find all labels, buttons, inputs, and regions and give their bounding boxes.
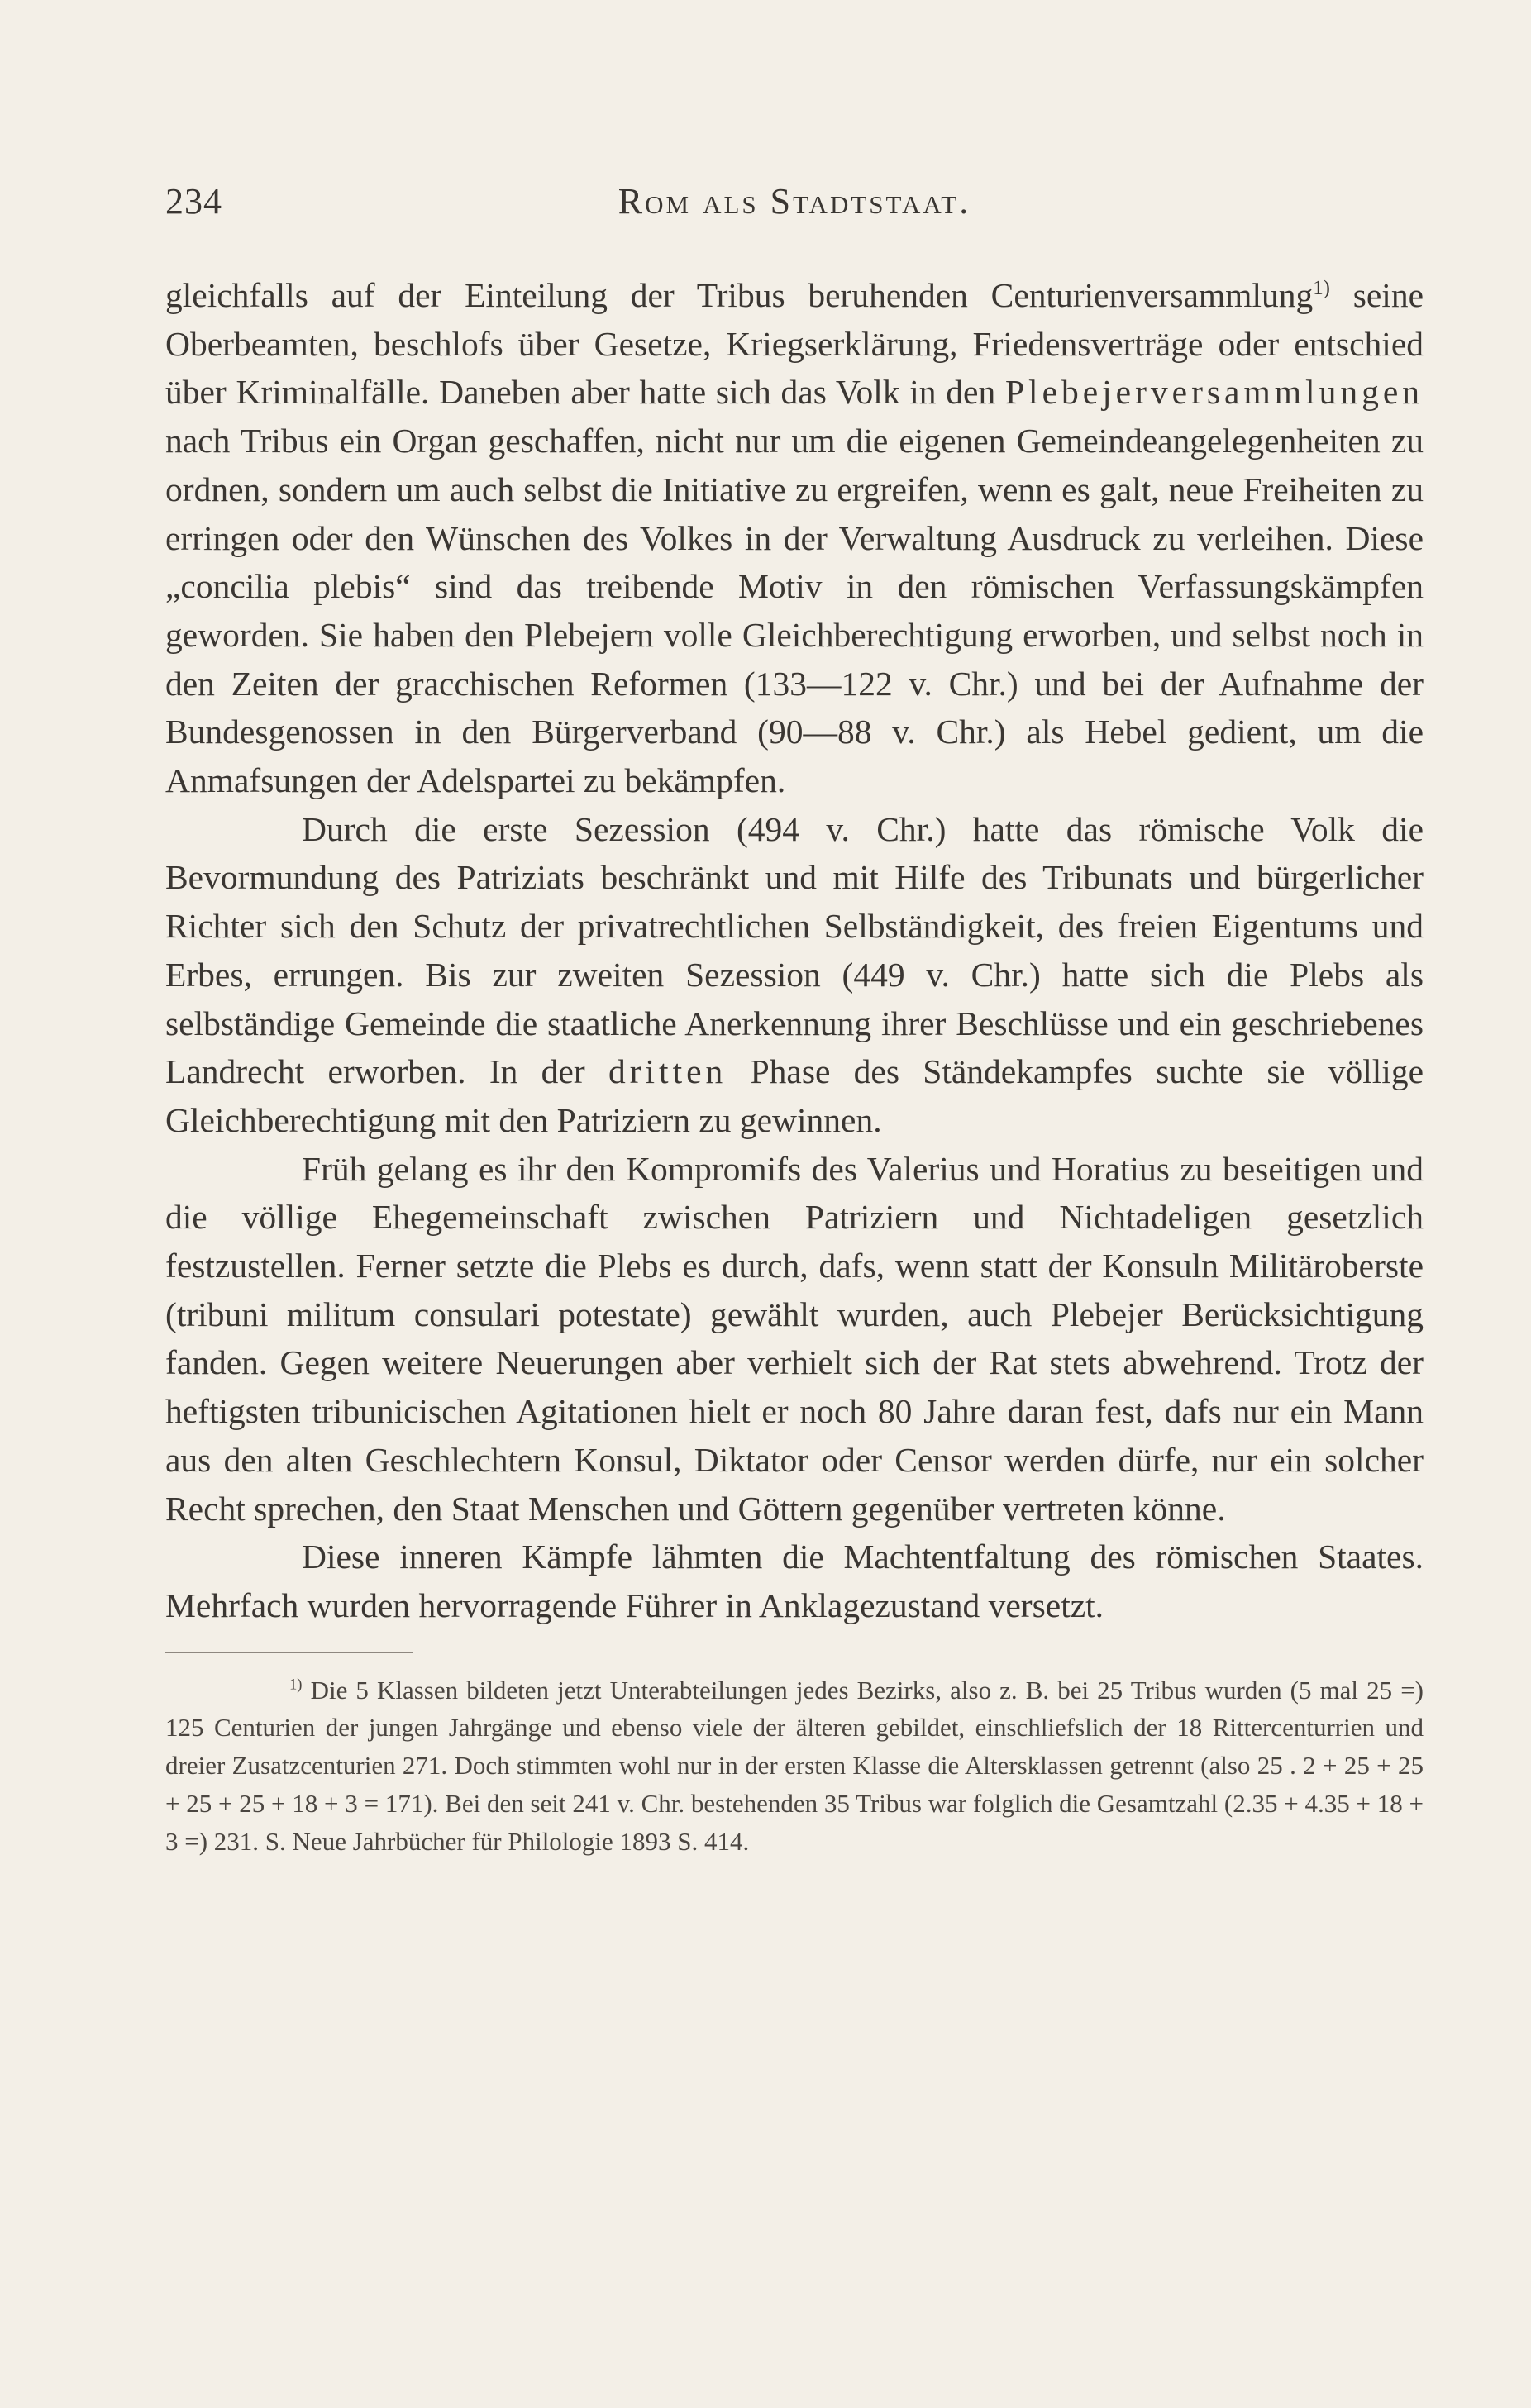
paragraph-1-middle: seine Oberbeamten, beschlofs über Gesetze, Kriegserklärung, Friedensverträge oder entschied über Kriminalfälle. Daneben aber hatte sich das Volk in den xyxy=(165,276,1424,412)
footnote-marker: 1) xyxy=(289,1676,303,1694)
running-title: Rom als Stadtstaat. xyxy=(618,181,971,222)
page-number: 234 xyxy=(165,181,222,222)
paragraph-1-start: gleichfalls auf der Einteilung der Tribus beruhenden Centurienversammlung xyxy=(165,276,1314,314)
paragraph-4: Diese inneren Kämpfe lähmten die Machtentfaltung des römischen Staates. Mehrfach wurden hervorragende Führer in Anklagezustand versetzt. xyxy=(165,1538,1424,1624)
footnote-divider xyxy=(165,1652,413,1653)
spaced-emphasis-plebejerversammlungen: Plebejerversammlungen xyxy=(1004,373,1424,412)
main-text xyxy=(165,271,1424,1630)
footnote-text: Die 5 Klassen bildeten jetzt Unterabteilungen jedes Bezirks, also z. B. bei 25 Tribus wurden (5 mal 25 =) 125 Centurien der jungen Jahrgänge und ebenso viele der älteren gebildet, einschliefslich der 18 Rittercenturrien und dreier Zusatzcenturien 271. Doch stimmten wohl nur in der ersten Klasse die Altersklassen getrennt (also 25 . 2 + 25 + 25 + 25 + 25 + 18 + 3 = 171). Bei den seit 241 v. Chr. bestehenden 35 Tribus war folglich die Gesamtzahl (2.35 + 4.35 + 18 + 3 =) 231. S. Neue Jahrbücher für Philologie 1893 S. 414. xyxy=(165,1675,1424,1856)
paragraph-1 xyxy=(165,271,1424,805)
paragraph-2 xyxy=(165,805,1424,1145)
paragraph-2-start: Durch die erste Sezession (494 v. Chr.) hatte das römische Volk die Bevormundung des Patriziats beschränkt und mit Hilfe des Tribunats und bürgerlicher Richter sich den Schutz der privatrechtlichen Selbständigkeit, des freien Eigentums und Erbes, errungen. Bis zur zweiten Sezession (449 v. Chr.) hatte sich die Plebs als selbständige Gemeinde die staatliche Anerkennung ihrer Beschlüsse und ein geschriebenes Landrecht erworben. In der xyxy=(165,809,1424,1091)
footnote-reference: 1) xyxy=(1313,277,1330,300)
spaced-emphasis-dritten: dritten xyxy=(608,1052,727,1091)
page-header xyxy=(165,180,1424,238)
paragraph-1-end: nach Tribus ein Organ geschaffen, nicht nur um die eigenen Gemeindeangelegenheiten zu ordnen, sondern um auch selbst die Initiative zu ergreifen, wenn es galt, neue Freiheiten zu erringen oder den Wünschen des Volkes in der Verwaltung Ausdruck zu verleihen. Diese „concilia plebis“ sind das treibende Motiv in den römischen Verfassungskämpfen geworden. Sie haben den Plebejern volle Gleichberechtigung erworben, und selbst noch in den Zeiten der gracchischen Reformen (133—122 v. Chr.) und bei der Aufnahme der Bundesgenossen in den Bürgerverband (90—88 v. Chr.) als Hebel gedient, um die Anmafsungen der Adelspartei zu bekämpfen. xyxy=(165,422,1424,800)
paragraph-2-end: Phase des Ständekampfes suchte sie völlige Gleichberechtigung mit den Patriziern zu gewinnen. xyxy=(165,1052,1424,1139)
paragraph-3: Früh gelang es ihr den Kompromifs des Valerius und Horatius zu beseitigen und die völlige Ehegemeinschaft zwischen Patriziern und Nichtadeligen gesetzlich festzustellen. Ferner setzte die Plebs es durch, dafs, wenn statt der Konsuln Militäroberste (tribuni militum consulari potestate) gewählt wurden, auch Plebejer Berücksichtigung fanden. Gegen weitere Neuerungen aber verhielt sich der Rat stets abwehrend. Trotz der heftigsten tribunicischen Agitationen hielt er noch 80 Jahre daran fest, dafs nur ein Mann aus den alten Geschlechtern Konsul, Diktator oder Censor werden dürfe, nur ein solcher Recht sprechen, den Staat Menschen und Göttern gegenüber vertreten könne. xyxy=(165,1149,1424,1528)
book-page xyxy=(165,180,1424,1861)
footnote xyxy=(165,1671,1424,1861)
